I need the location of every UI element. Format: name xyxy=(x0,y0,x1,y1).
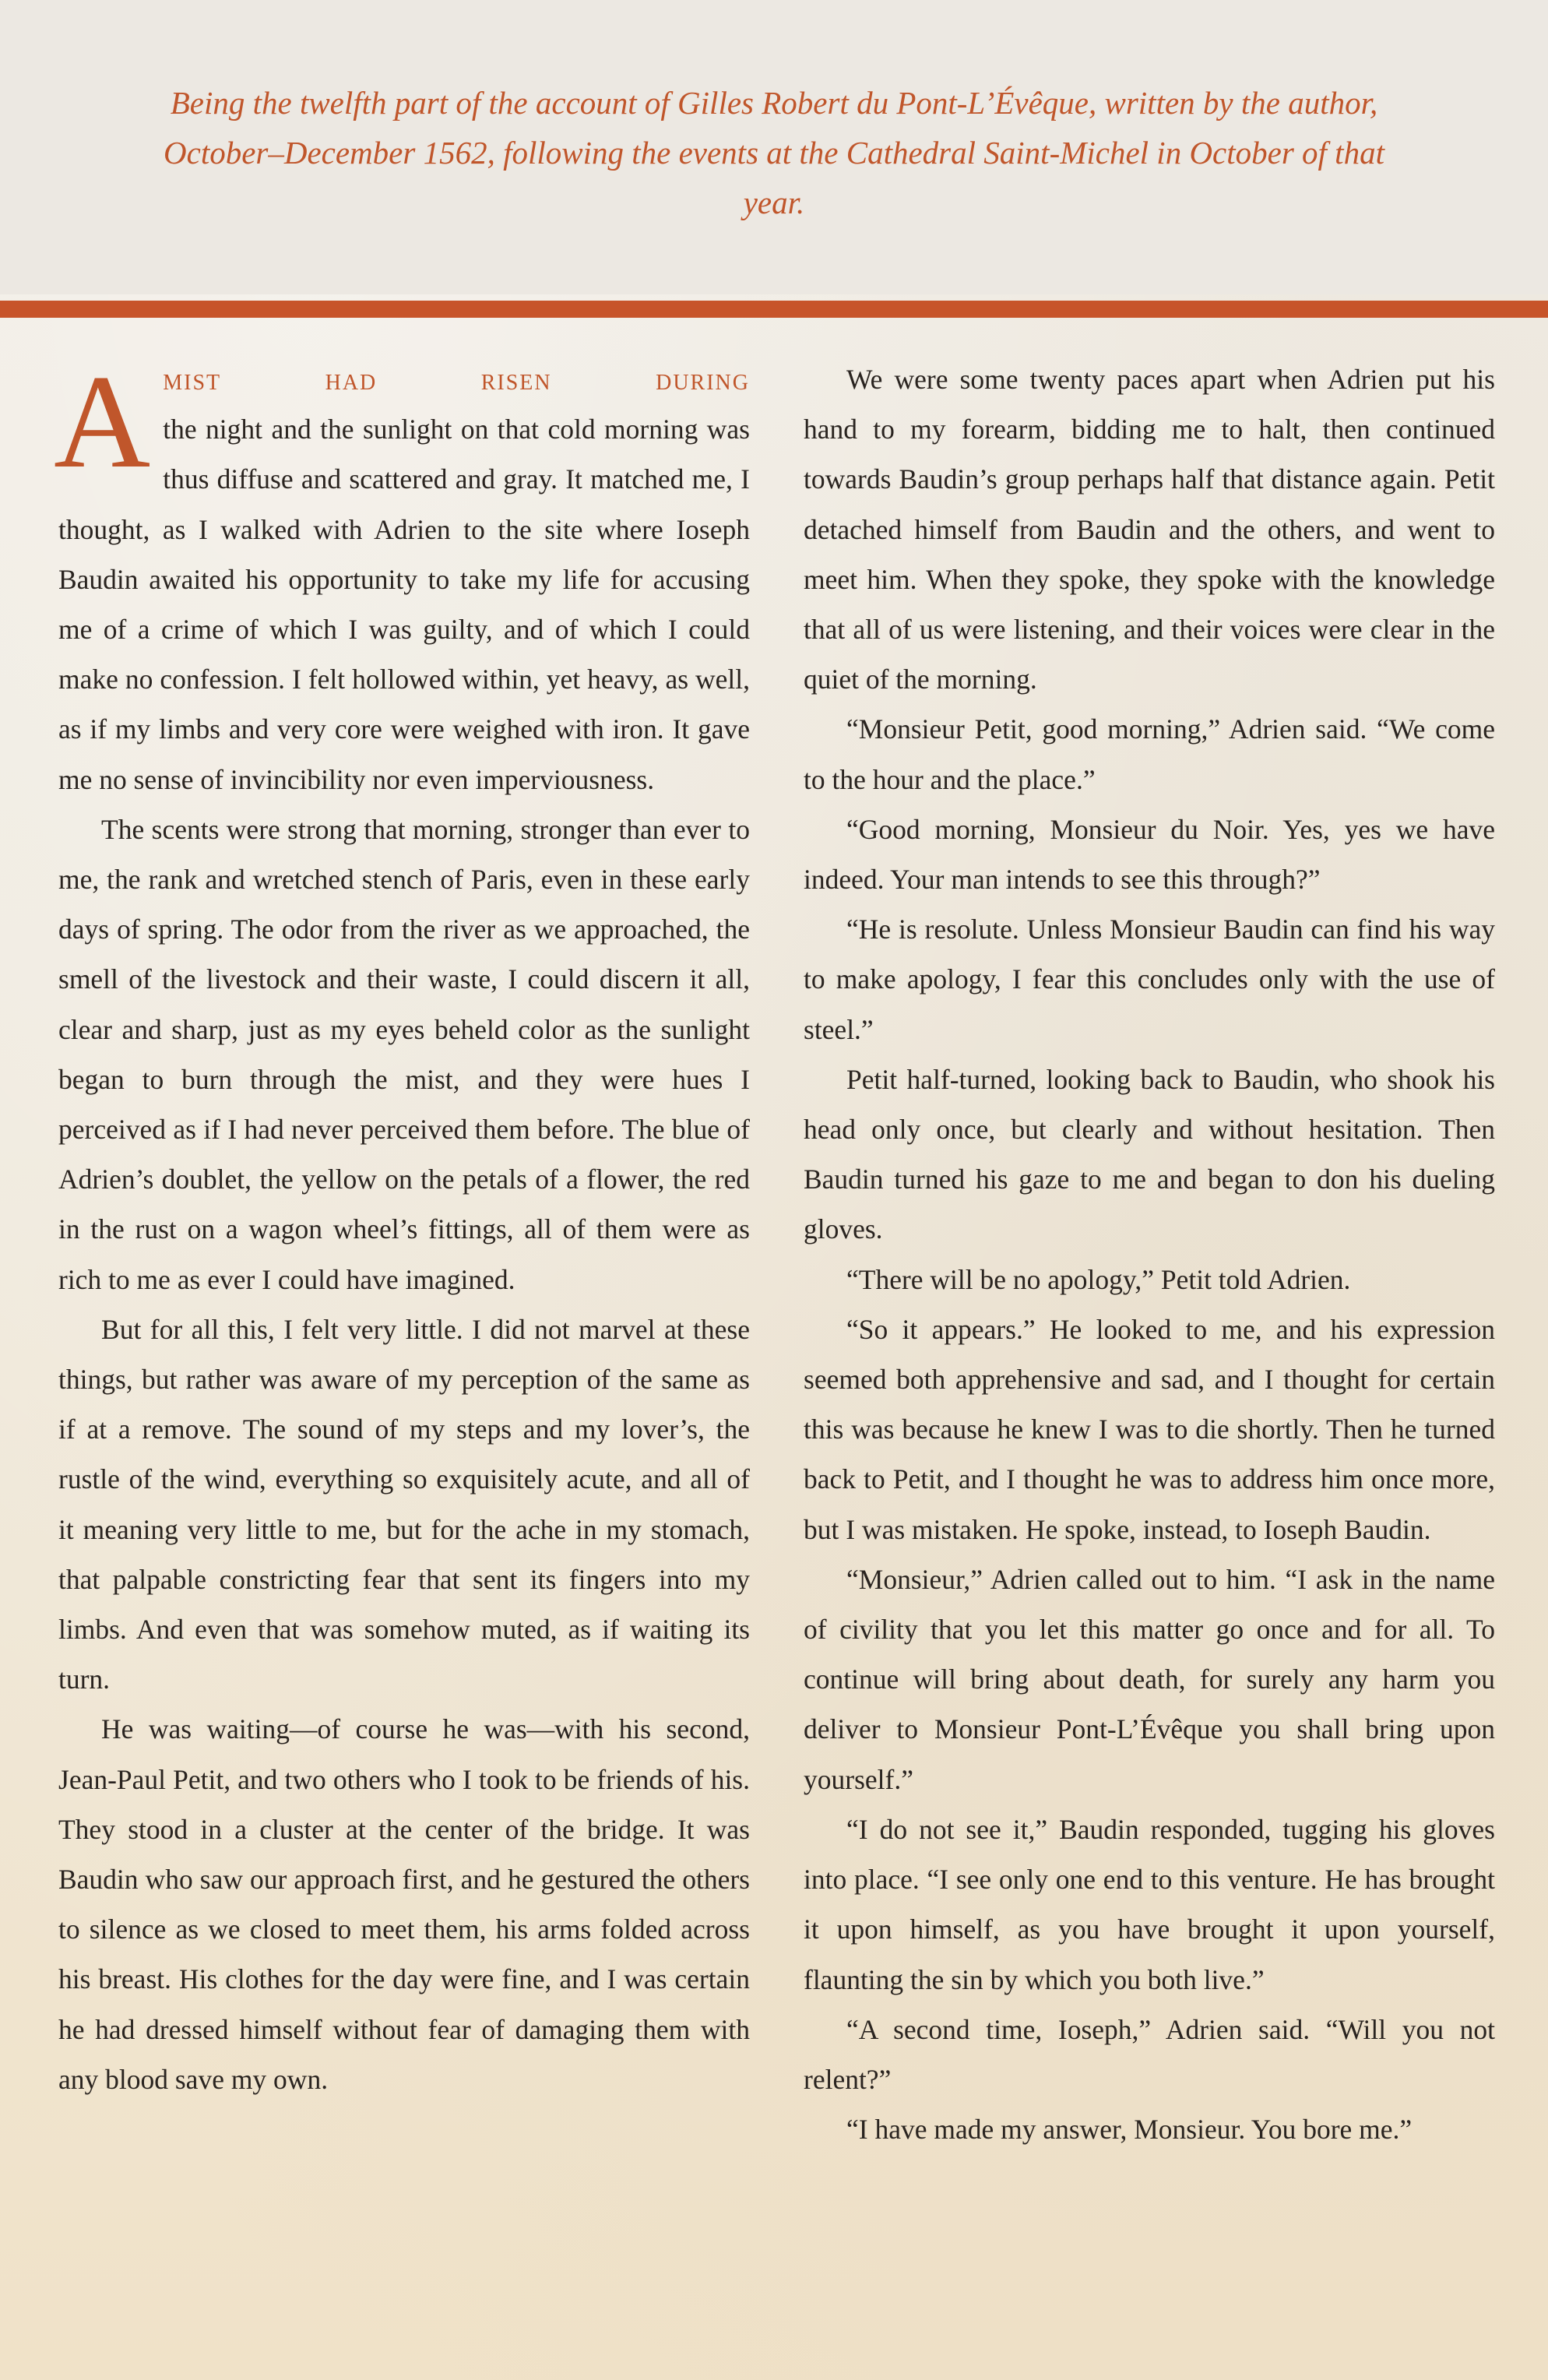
paragraph: “So it appears.” He looked to me, and his expression seemed both apprehensive and sad, and I thought for certain this was because he knew I was to die shortly. Then he turned back to Petit, and I thought he was to address him once more, but I was mistaken. He spoke, instead, to Ioseph Baudin. xyxy=(804,1313,1495,1545)
drop-cap: A xyxy=(54,348,151,496)
chapter-header xyxy=(0,0,1548,294)
header-divider xyxy=(0,301,1548,318)
lead-caps: mist had risen during xyxy=(163,361,750,396)
paragraph: We were some twenty paces apart when Adrien put his hand to my forearm, bidding me to halt, then continued towards Baudin’s group perhaps half that distance again. Petit detached himself from Baudin and the others, and went to meet him. When they spoke, they spoke with the knowledge that all of us were listening, and their voices were clear in the quiet of the morning. xyxy=(804,364,1495,695)
lead-line xyxy=(58,354,750,404)
paragraph: But for all this, I felt very little. I did not marvel at these things, but rather was aware of my perception of the same as if at a remove. The sound of my steps and my lover’s, the rustle of the wind, everything so exquisitely acute, and all of it meaning very little to me, but for the ache in my stomach, that palpable constricting fear that sent its fingers into my limbs. And even that was somehow muted, as if waiting its turn. xyxy=(58,1313,750,1695)
paragraph: He was waiting—of course he was—with his second, Jean-Paul Petit, and two others who I took to be friends of his. They stood in a cluster at the center of the bridge. It was Baudin who saw our approach first, and he gestured the others to silence as we closed to meet them, his arms folded across his breast. His clothes for the day were fine, and I was certain he had dressed himself without fear of damaging them with any blood save my own. xyxy=(58,1713,750,2095)
paragraph-text: the night and the sunlight on that cold morning was thus diffuse and scattered and gray. It matched me, I thought, as I walked with Adrien to the site where Ioseph Baudin awaited his opportunity to take my life for accusing me of a crime of which I was guilty, and of which I could make no confession. I felt hollowed within, yet heavy, as well, as if my limbs and very core were weighed with iron. It gave me no sense of invincibility nor even imperviousness. xyxy=(58,414,750,795)
paragraph: “Good morning, Monsieur du Noir. Yes, yes we have indeed. Your man intends to see this through?” xyxy=(804,813,1495,896)
paragraph: The scents were strong that morning, stronger than ever to me, the rank and wretched stench of Paris, even in these early days of spring. The odor from the river as we approached, the smell of the livestock and their waste, I could discern it all, clear and sharp, just as my eyes beheld color as the sunlight began to burn through the mist, and they were hues I perceived as if I had never perceived them before. The blue of Adrien’s doublet, the yellow on the petals of a flower, the red in the rust on a wagon wheel’s fittings, all of them were as rich to me as ever I could have imagined. xyxy=(58,813,750,1295)
text-column-right xyxy=(804,354,1495,2154)
paragraph: “There will be no apology,” Petit told Adrien. xyxy=(846,1263,1351,1295)
paragraph: “I do not see it,” Baudin responded, tugging his gloves into place. “I see only one end to this venture. He has brought it upon himself, as you have brought it upon yourself, flaunting the sin by which you both live.” xyxy=(804,1813,1495,1995)
paragraph: “I have made my answer, Monsieur. You bore me.” xyxy=(846,2114,1413,2146)
paragraph: “Monsieur Petit, good morning,” Adrien said. “We come to the hour and the place.” xyxy=(804,713,1495,795)
paragraph: “He is resolute. Unless Monsieur Baudin can find his way to make apology, I fear this concludes only with the use of steel.” xyxy=(804,914,1495,1045)
paragraph: “Monsieur,” Adrien called out to him. “I ask in the name of civility that you let this matter go once and for all. To continue will bring about death, for surely any harm you deliver to Monsieur Pont-L’Évêque you shall bring upon yourself.” xyxy=(804,1563,1495,1795)
paragraph: Petit half-turned, looking back to Baudin, who shook his head only once, but clearly and without hesitation. Then Baudin turned his gaze to me and began to don his dueling gloves. xyxy=(804,1063,1495,1245)
paragraph xyxy=(54,348,750,804)
text-column-left xyxy=(54,348,750,2104)
chapter-intro: Being the twelfth part of the account of Gilles Robert du Pont-L’Évêque, written by the author, October–December 1562, following the events at the Cathedral Saint-Michel in October of that year. xyxy=(164,85,1384,220)
paragraph: “A second time, Ioseph,” Adrien said. “Will you not relent?” xyxy=(804,2013,1495,2095)
